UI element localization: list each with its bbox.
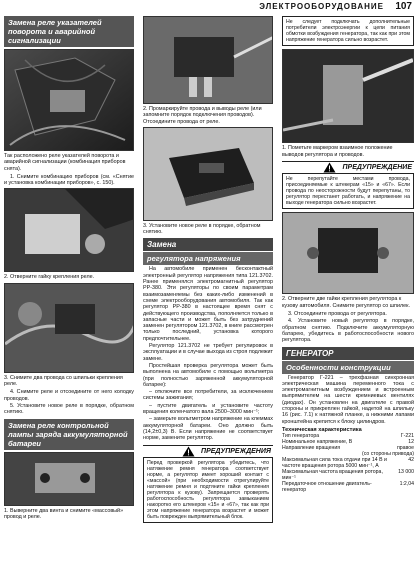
caption-2: 2. Отверните гайку крепления реле. <box>4 274 95 281</box>
heading-design: Особенности конструкции <box>282 361 414 374</box>
spec-value: правое <box>396 444 414 451</box>
regulator-para-3: Простейшая проверка регулятора может быть выполнена на автомобиле с помощью вольтметра (при полностью заряженной аккумуляторной батарее): <box>143 362 273 388</box>
spec-row <box>282 481 414 493</box>
spec-list <box>282 433 414 493</box>
spec-key: Номинальное напряжение, В <box>282 438 353 445</box>
caption-col2-3: 3. Установите новое реле в порядке, обратном снятию. <box>143 222 261 236</box>
spec-key: Направление вращения <box>282 444 341 451</box>
warning-box-2: Не перепутайте местами провода, присоединяемые к штекерам «15» и «67». Если провода по неосторожности будут перепутаны, то регулятор перестанет работать, и напряжение на выходе генератора сильно возрастет. <box>282 173 414 209</box>
regulator-para-2: Регулятор 121.3702 не требует регулировок в эксплуатации и в случае выхода из строя подлежит замене. <box>143 343 273 362</box>
warning-header <box>143 445 273 457</box>
photo-remove-wires <box>4 283 134 373</box>
bullet-2-text: пустите двигатель и установите частоту вращения коленчатого вала 2500–3000 мин⁻¹; <box>143 402 274 416</box>
photo-turn-relay <box>4 49 134 151</box>
page-header <box>0 0 418 14</box>
warning-label-2: ПРЕДУПРЕЖДЕНИЕ <box>342 163 412 171</box>
spec-key: Максимальная частота вращения ротора, мин⁻¹ <box>282 468 383 481</box>
spec-key: Передаточное отношение двигатель-генератор <box>282 480 372 493</box>
warning-label: ПРЕДУПРЕЖДЕНИЯ <box>201 447 271 455</box>
heading-charge-lamp-relay: Замена реле контрольной лампы заряда аккумуляторной батареи <box>4 419 134 450</box>
warning-icon-2 <box>323 162 336 173</box>
bullet-1-text: отключите все потребители, за исключением системы зажигания; <box>143 389 273 402</box>
caption-3: 3. Снимите два провода со шпильки крепления реле. <box>4 374 123 388</box>
column-2 <box>143 16 273 523</box>
heading-regulator-a: Замена <box>143 238 273 251</box>
regulator-bullet-3: – замерьте вольтметром напряжение на клеммах аккумуляторной батареи. Оно должно быть (14,2±0,3) В. Если напряжение не соответствует норме, замените регулятор. <box>143 416 273 442</box>
heading-regulator-b: регулятора напряжения <box>143 252 273 265</box>
caption-intro: Так расположено реле указателей поворота и аварийной сигнализации (комбинация приборов снята). <box>4 153 126 172</box>
bullet-3-text: замерьте вольтметром напряжение на клеммах аккумуляторной батареи. Оно должно быть (14,2±0,3) В. Если напряжение не соответствует норме, замените регулятор. <box>143 416 273 442</box>
regulator-para-1: На автомобиле применен бесконтактный электронный регулятор напряжения типа 121.3702. Ранее применялся электромагнитный регулятор РР-380. Эти регуляторы по своим параметрам взаимозаменяемы без каких-либо изменений в схеме электрооборудования автомобиля. Так как регулятор РР-380 в настоящее время снят с действующего производства, пополняется только в запасные части и может быть без затруднений заменен регулятором 121.3702, в книге рассмотрен только последний, установка которого предпочтительнее. <box>143 266 273 342</box>
caption-col3-2: 2. Отверните две гайки крепления регулятора к кузову автомобиля. Снимите регулятор со шпилек. <box>282 296 410 309</box>
spec-key: Тип генератора <box>282 432 320 439</box>
spec-value: (со стороны привода) <box>361 450 414 457</box>
spec-row <box>282 457 414 469</box>
warning-box: Перед проверкой регулятора убедитесь, что натяжение ремня генератора соответствует норме, а регулятор имеет хороший контакт с «массой» (при необходимости отрегулируйте натяжение ремня и подтяните гайки крепления регулятора к кузову). Запрещается проверять работоспособность регулятора замыканием накоротко его штекеров «15» и «67», так как при этом напряжение генератора возрастет и может быть поврежден выпрямительный блок. <box>143 457 273 524</box>
photo-mark-regulator <box>282 49 414 143</box>
step-1: 1. Снимите комбинацию приборов (см. «Снятие и установка комбинации приборов», с. 150). <box>4 173 134 187</box>
column-1 <box>4 16 134 522</box>
spec-key: Максимальная сила тока отдачи при 14 В и частоте вращения ротора 5000 мин⁻¹, А <box>282 456 387 469</box>
heading-turn-relay: Замена реле указателей поворота и аварийной сигнализации <box>4 16 134 47</box>
note-top: Не следует подключать дополнительные потребители электроэнергии к цепи питания обмотки возбуждения генератора, так как при этом напряжение генератора сильно возрастет. <box>282 16 414 46</box>
spec-row <box>282 469 414 481</box>
photo-unscrew-regulator <box>282 212 414 294</box>
photo-mark-wires <box>143 16 273 104</box>
col3-step-4: 4. Установите новый регулятор в порядке, обратном снятию. Подключите аккумуляторную батарею, убедитесь в работоспособности нового регулятора. <box>282 318 414 344</box>
heading-generator: ГЕНЕРАТОР <box>282 347 414 360</box>
col3-step-3: 3. Отсоедините провода от регулятора. <box>288 311 387 318</box>
spec-value: 1:2,04 <box>399 480 414 487</box>
regulator-bullet-2: – пустите двигатель и установите частоту вращения коленчатого вала 2500–3000 мин⁻¹; <box>143 402 274 416</box>
step-5: 5. Установите новое реле в порядке, обратном снятию. <box>4 402 134 416</box>
generator-para: Генератор Г-221 – трехфазная синхронная электрическая машина переменного тока с электромагнитным возбуждением и встроенным выпрямителем на шести кремниевых вентилях (диодах). Он установлен на двигателе с правой стороны и прикреплен гайкой, надетой на шпильку 16 (рис. 7.1) к натяжной планке, а нижними лапами кронштейна крепится к блоку цилиндров. <box>282 374 414 425</box>
photo-unscrew-nut <box>4 188 134 272</box>
spec-value: 13 000 <box>398 468 414 475</box>
photo-install-relay <box>143 127 273 221</box>
caption-col2-2: 2. Промаркируйте провода и выводы реле (или запомните порядок подключения проводов). Отсоедините провода от реле. <box>143 106 262 125</box>
caption-col3-1: 1. Пометьте маркером взаимное положение выводов регулятора и проводов. <box>282 145 393 158</box>
step-4: 4. Снимите реле и отсоедините от него колодку проводов. <box>4 389 134 402</box>
regulator-bullet-1: – отключите все потребители, за исключением системы зажигания; <box>143 389 273 402</box>
spec-value: 12 <box>408 438 414 445</box>
column-3 <box>282 16 414 493</box>
spec-title: Техническая характеристика <box>282 426 362 433</box>
section-title: ЭЛЕКТРООБОРУДОВАНИЕ <box>259 2 384 11</box>
photo-charge-relay <box>4 452 134 506</box>
spec-value: Г-221 <box>400 432 414 439</box>
warning-header-2 <box>282 161 414 173</box>
caption-charge-1: 1. Выверните два винта и снимите «массовый» провод и реле. <box>4 507 124 520</box>
warning-icon <box>182 446 195 457</box>
spec-value: 42 <box>408 456 414 463</box>
page-number: 107 <box>395 1 412 12</box>
